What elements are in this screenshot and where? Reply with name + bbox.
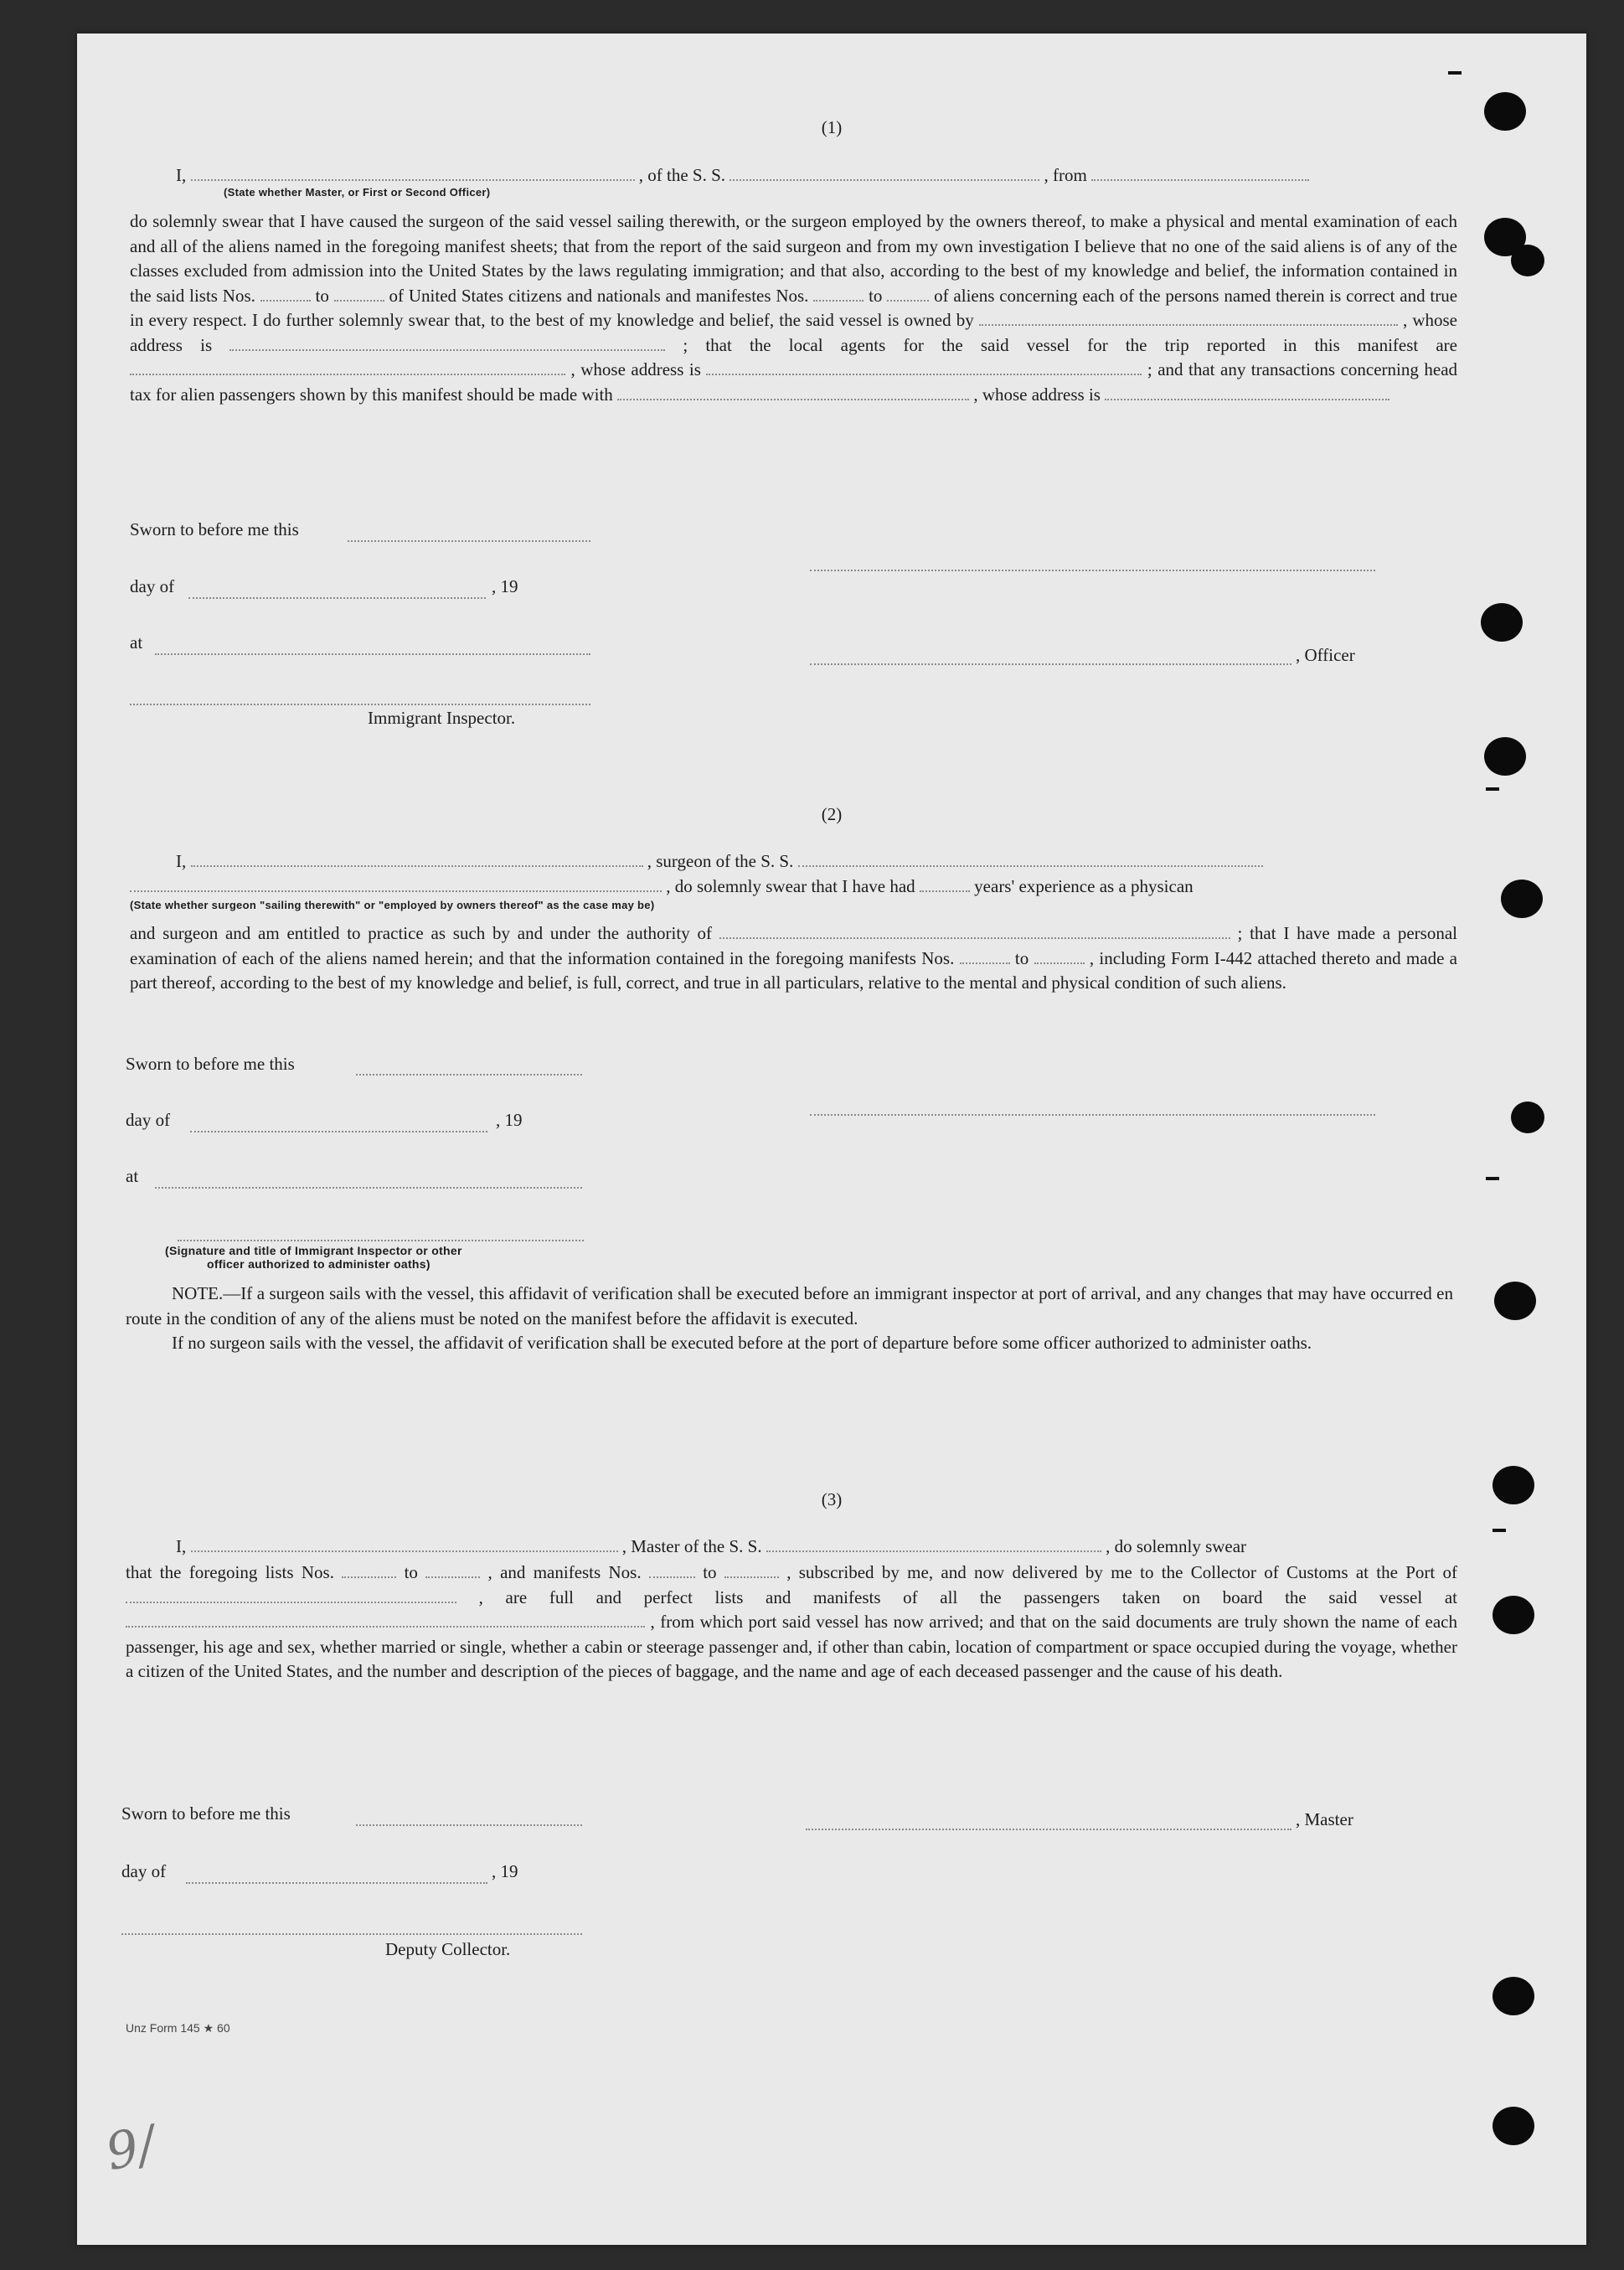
agents-address-field[interactable] [706,359,1142,375]
at-field[interactable] [155,1187,582,1189]
body-text: to [1014,947,1029,968]
handwritten-mark: 9/ [101,2114,162,2183]
section2-body [130,921,1457,996]
section3-body [126,1561,1457,1684]
binder-hole [1493,1977,1534,2015]
at-field[interactable] [155,653,590,655]
port-field[interactable] [1091,164,1309,181]
year-label: , 19 [492,576,518,596]
owner-field[interactable] [979,309,1398,326]
binder-hole [1501,880,1543,918]
binder-hole [1511,1101,1544,1133]
text: I, [176,1536,187,1556]
body-text: to [404,1562,418,1582]
section-number-1: (1) [821,117,843,137]
section1-body [130,209,1457,407]
master-name-field[interactable] [191,1535,618,1552]
body-text: that the foregoing lists Nos. [126,1562,334,1582]
sworn-date-field[interactable] [348,540,590,542]
body-text: , and manifests Nos. [487,1562,642,1582]
binder-hole [1493,1596,1534,1634]
agents-field[interactable] [130,359,565,375]
body-text: , whose address is [570,359,701,379]
signature-note-1: (Signature and title of Immigrant Inspector or other [165,1244,462,1257]
document-page [77,34,1586,2245]
section2-line1 [176,850,1457,872]
body-text: , from which port said vessel has now arrived; and that on the said documents are truly shown the name of each passenger, his age and sex, whether married or single, whether a cabin or steerage passenger and, if other than cabin, location of compartment or space occupied during the voyage, whether a citizen of the United States, and the number and description of the pieces of baggage, and the name and age of each deceased passenger and the cause of his death. [126,1612,1457,1681]
authority-field[interactable] [719,922,1230,939]
day-of-field[interactable] [188,597,486,599]
binder-hole [1493,2107,1534,2145]
inspector-signature-line[interactable] [130,704,590,705]
owner-address-field[interactable] [229,334,665,351]
section2-note [126,1282,1453,1356]
officer-signature-line-2[interactable] [810,663,1291,665]
inspector-label: Immigrant Inspector. [368,708,516,728]
body-text: , including Form I-442 attached thereto and made a part thereof, according to the best of my knowledge and belief, is full, correct, and true in all particulars, relative to the mental and physical condition of such aliens. [130,947,1457,993]
body-text: ; and that any transactions concerning head tax for alien passengers shown by this manifest should be made with [130,359,1458,405]
collector-signature-line[interactable] [121,1933,582,1935]
vessel-field[interactable] [798,850,1263,867]
body-text: to [703,1562,717,1582]
body-text: , whose address is [130,310,1457,355]
binder-hole [1511,245,1544,276]
surgeon-name-field[interactable] [191,850,643,867]
port-field[interactable] [126,1586,456,1603]
years-field[interactable] [920,875,970,892]
head-tax-contact-field[interactable] [617,384,969,400]
body-text: to [869,285,883,306]
section-number-2: (2) [821,804,843,824]
manifests-to-field[interactable] [1034,947,1085,964]
year-label: , 19 [492,1861,518,1881]
manifests-from-field[interactable] [960,947,1010,964]
text: , do solemnly swear [1106,1536,1247,1556]
lists-from-field[interactable] [342,1561,396,1578]
text: I, [176,851,187,871]
lists-from-field[interactable] [260,285,311,302]
manifests-from-field[interactable] [649,1561,695,1578]
body-text: , are full and perfect lists and manifests of all the passengers taken on board the said vessel at [478,1586,1457,1607]
sworn-date-field[interactable] [356,1074,582,1076]
body-text: to [315,285,329,306]
text: , surgeon of the S. S. [647,851,794,871]
section1-line1 [176,164,1457,186]
section-number-3: (3) [821,1489,843,1509]
binder-hole [1494,1282,1536,1320]
sworn-label: Sworn to before me this [130,519,299,539]
form-code: Unz Form 145 ★ 60 [126,2021,230,2035]
at-label: at [130,632,143,653]
binder-hole [1481,603,1523,642]
sworn-label: Sworn to before me this [126,1054,295,1074]
body-text: and surgeon and am entitled to practice as such by and under the authority of [130,923,712,943]
sworn-date-field[interactable] [356,1824,582,1826]
day-of-label: day of [121,1861,167,1881]
note-paragraph-1: NOTE.—If a surgeon sails with the vessel, this affidavit of verification shall be executed before an immigrant inspector at port of arrival, and any changes that may have occurred en route in the condition of any of the aliens must be noted on the manifest before the affidavit is executed. [126,1283,1453,1328]
note-paragraph-2: If no surgeon sails with the vessel, the affidavit of verification shall be executed before at the port of departure before some officer authorized to administer oaths. [172,1333,1312,1353]
at-label: at [126,1166,139,1186]
collector-label: Deputy Collector. [385,1939,511,1959]
embarkation-port-field[interactable] [126,1611,645,1628]
lists-to-field[interactable] [334,285,384,302]
punch-mark [1486,787,1499,791]
text: I, [176,165,187,185]
surgeon-signature-line[interactable] [810,1114,1375,1116]
punch-mark [1448,71,1462,75]
year-label: , 19 [496,1110,523,1130]
day-of-field[interactable] [186,1882,487,1884]
officer-label: , Officer [1296,645,1355,665]
body-text: of United States citizens and nationals and manifestes Nos. [389,285,809,306]
text: , from [1044,165,1087,185]
section3-line1 [176,1535,1457,1557]
manifests-to-field[interactable] [887,285,929,302]
binder-hole [1484,737,1526,776]
body-text: ; that the local agents for the said vessel for the trip reported in this manifest are [683,334,1457,355]
body-text: , subscribed by me, and now delivered by me to the Collector of Customs at the Port of [786,1562,1458,1582]
inspector-signature-line[interactable] [178,1240,584,1241]
punch-mark [1486,1177,1499,1180]
day-of-label: day of [126,1110,171,1130]
manifests-from-field[interactable] [813,285,864,302]
section2-role-note: (State whether surgeon "sailing therewith" or "employed by owners thereof" as the case may be) [130,899,655,911]
punch-mark [1493,1529,1506,1532]
text: years' experience as a physican [974,876,1194,896]
section2-line2 [130,875,1462,897]
day-of-field[interactable] [190,1131,487,1132]
body-text: ; that I have made a personal examination of each of the aliens named herein; and that the information contained in the foregoing manifests Nos. [130,923,1457,968]
surgeon-role-field[interactable] [130,875,662,892]
name-field[interactable] [191,164,635,181]
vessel-field[interactable] [730,164,1039,181]
sworn-label: Sworn to before me this [121,1803,291,1824]
master-signature-line[interactable] [806,1829,1291,1830]
section1-role-note: (State whether Master, or First or Second Officer) [224,186,491,199]
signature-note-2: officer authorized to administer oaths) [207,1257,430,1271]
vessel-field[interactable] [766,1535,1101,1552]
master-label: , Master [1296,1809,1353,1829]
text: , of the S. S. [638,165,726,185]
day-of-label: day of [130,576,175,596]
body-text: , whose address is [973,384,1101,405]
body-text: of aliens concerning each of the persons named therein is correct and true in every respect. I do further solemnly swear that, to the best of my knowledge and belief, the said vessel is owned by [130,285,1458,330]
officer-signature-line-1[interactable] [810,570,1375,571]
text: , Master of the S. S. [621,1536,762,1556]
head-tax-address-field[interactable] [1105,384,1389,400]
lists-to-field[interactable] [425,1561,480,1578]
body-text: do solemnly swear that I have caused the surgeon of the said vessel sailing therewith, or the surgeon employed by the owners thereof, to make a physical and mental examination of each and all of the aliens named in the foregoing manifest sheets; that from the report of the said surgeon and from my own investigation I believe that no one of the said aliens is of any of the classes excluded from admission into the United States by the laws regulating immigration; and that also, according to the best of my knowledge and belief, the information contained in the said lists Nos. [130,211,1457,306]
text: , do solemnly swear that I have had [666,876,915,896]
manifests-to-field[interactable] [724,1561,779,1578]
